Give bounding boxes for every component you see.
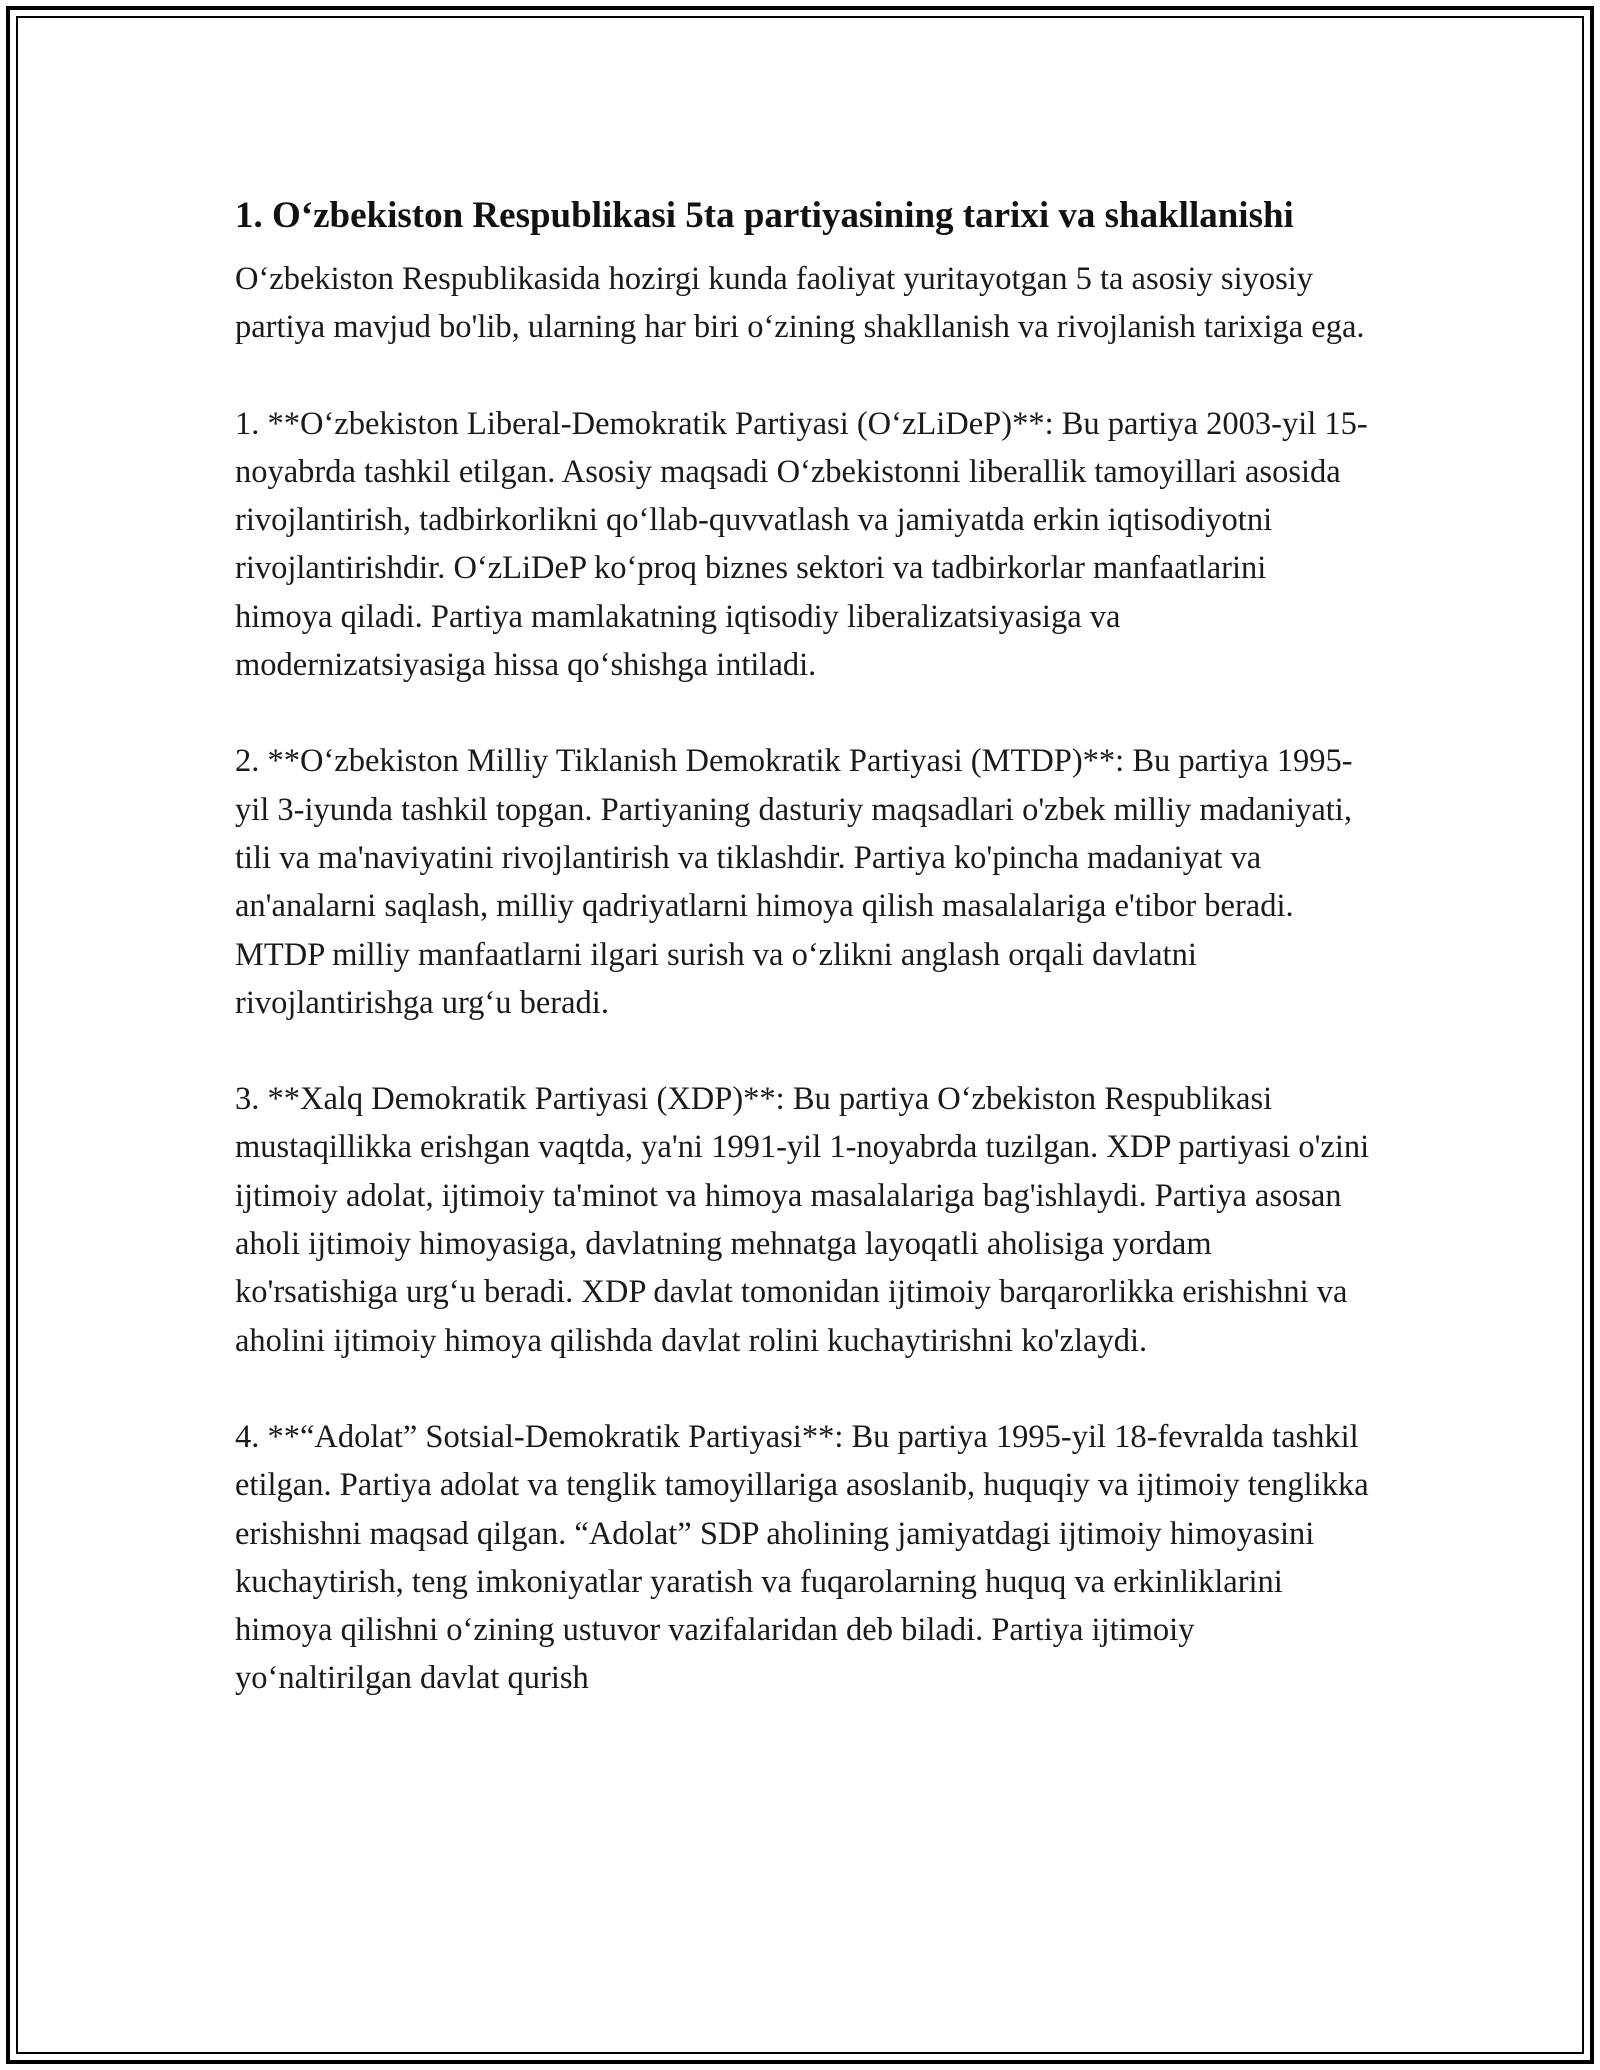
party-paragraph-mtdp: 2. **O‘zbekiston Milliy Tiklanish Demokratik Partiyasi (MTDP)**: Bu partiya 1995-yil 3-iyunda tashkil topgan. Partiyaning dasturiy maqsadlari o'zbek milliy madaniyati, tili va ma'naviyatini rivojlantirish va tiklashdir. Partiya ko'pincha madaniyat va an'analarni saqlash, milliy qadriyatlarni himoya qilish masalalariga e'tibor beradi. MTDP milliy manfaatlarni ilgari surish va o‘zlikni anglash orqali davlatni rivojlantirishga urg‘u beradi. xyxy=(235,743,1353,1021)
party-paragraph-xdp: 3. **Xalq Demokratik Partiyasi (XDP)**: Bu partiya O‘zbekiston Respublikasi mustaqillikka erishgan vaqtda, ya'ni 1991-yil 1-noyabrda tuzilgan. XDP partiyasi o'zini ijtimoiy adolat, ijtimoiy ta'minot va himoya masalalariga bag'ishlaydi. Partiya asosan aholi ijtimoiy himoyasiga, davlatning mehnatga layoqatli aholisiga yordam ko'rsatishiga urg‘u beradi. XDP davlat tomonidan ijtimoiy barqarorlikka erishishni va aholini ijtimoiy himoya qilishda davlat rolini kuchaytirishni ko'zlaydi. xyxy=(235,1081,1370,1359)
intro-paragraph: O‘zbekiston Respublikasida hozirgi kunda faoliyat yuritayotgan 5 ta asosiy siyosiy partiya mavjud bo'lib, ularning har biri o‘zining shakllanish va rivojlanish tarixiga ega. xyxy=(235,261,1365,346)
party-paragraph-adolat: 4. **“Adolat” Sotsial-Demokratik Partiyasi**: Bu partiya 1995-yil 18-fevralda tashkil etilgan. Partiya adolat va tenglik tamoyillariga asoslanib, huquqiy va ijtimoiy tenglikka erishishni maqsad qilgan. “Adolat” SDP aholining jamiyatdagi ijtimoiy himoyasini kuchaytirish, teng imkoniyatlar yaratish va fuqarolarning huquq va erkinliklarini himoya qilishni o‘zining ustuvor vazifalaridan deb biladi. Partiya ijtimoiy yo‘naltirilgan davlat qurish xyxy=(235,1418,1369,1697)
document-heading: 1. O‘zbekiston Respublikasi 5ta partiyasining tarixi va shakllanishi xyxy=(235,195,1294,236)
party-paragraph-ozlidep: 1. **O‘zbekiston Liberal-Demokratik Partiyasi (O‘zLiDeP)**: Bu partiya 2003-yil 15-noyabrda tashkil etilgan. Asosiy maqsadi O‘zbekistonni liberallik tamoyillari asosida rivojlantirish, tadbirkorlikni qo‘llab-quvvatlash va jamiyatda erkin iqtisodiyotni rivojlantirishdir. O‘zLiDeP ko‘proq biznes sektori va tadbirkorlar manfaatlarini himoya qiladi. Partiya mamlakatning iqtisodiy liberalizatsiyasiga va modernizatsiyasiga hissa qo‘shishga intiladi. xyxy=(235,405,1368,684)
document-body xyxy=(235,188,1370,1751)
